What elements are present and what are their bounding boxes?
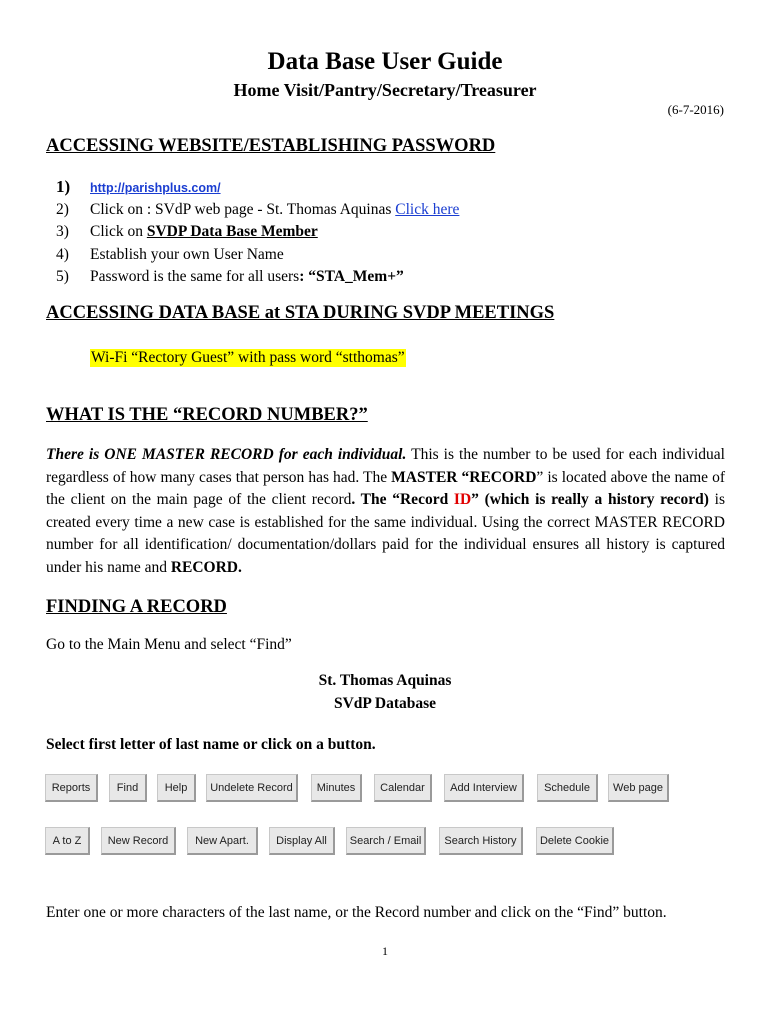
- click-here-link[interactable]: Click here: [395, 200, 460, 218]
- section-heading-record-number: WHAT IS THE “RECORD NUMBER?”: [46, 405, 368, 425]
- document-title: Data Base User Guide: [267, 48, 503, 75]
- para-text: ” is located above the name of the client on the main page of the client record: [46, 468, 725, 509]
- section-heading-accessing-database: ACCESSING DATA BASE at STA DURING SVDP MEETINGS: [46, 303, 555, 323]
- step-text: Establish your own User Name: [90, 245, 284, 263]
- section-heading-finding-record: FINDING A RECORD: [46, 597, 227, 617]
- db-name-line-2: SVdP Database: [333, 695, 437, 712]
- section-heading-accessing-website: ACCESSING WEBSITE/ESTABLISHING PASSWORD: [46, 136, 496, 156]
- db-name-line-1: St. Thomas Aquinas: [318, 672, 452, 689]
- find-instruction: Go to the Main Menu and select “Find”: [46, 636, 292, 653]
- step-number: 4): [56, 245, 69, 263]
- find-button[interactable]: Find: [109, 774, 147, 802]
- calendar-button[interactable]: Calendar: [374, 774, 432, 802]
- step-text: Click on : SVdP web page - St. Thomas Aquinas: [90, 200, 396, 218]
- parishplus-link[interactable]: http://parishplus.com/: [90, 181, 221, 195]
- step-text: Click on: [90, 223, 147, 240]
- step-5: [56, 266, 459, 289]
- wifi-info: Wi-Fi “Rectory Guest” with pass word “stthomas”: [91, 349, 405, 366]
- step-number: 1): [56, 177, 71, 196]
- record-bold: RECORD.: [170, 558, 242, 576]
- step-colon: :: [299, 268, 305, 285]
- para-text: is created every time a new case is established for the same individual. Using the correct MASTER RECORD number for all identification/ documentation/dollars paid for the individual ensures all history is captured under his name and: [46, 491, 726, 576]
- master-record-text: MASTER “RECORD: [391, 468, 537, 486]
- new-record-button[interactable]: New Record: [101, 827, 176, 855]
- step-text: Password is the same for all users: [90, 268, 300, 285]
- password-text: “STA_Mem+”: [304, 268, 404, 285]
- schedule-button[interactable]: Schedule: [537, 774, 598, 802]
- step-1: [56, 176, 459, 199]
- para-text: This is the number to be used for each individual regardless of how many cases that person has had. The: [46, 446, 725, 486]
- display-all-button[interactable]: Display All: [269, 827, 335, 855]
- help-button[interactable]: Help: [157, 774, 196, 802]
- document-subtitle: Home Visit/Pantry/Secretary/Treasurer: [233, 80, 537, 100]
- delete-cookie-button[interactable]: Delete Cookie: [536, 827, 614, 855]
- para-dot: .: [351, 491, 356, 509]
- step-3: [56, 221, 459, 244]
- select-prompt: Select first letter of last name or click on a button.: [46, 736, 376, 753]
- a-to-z-button[interactable]: A to Z: [45, 827, 90, 855]
- minutes-button[interactable]: Minutes: [311, 774, 362, 802]
- document-date: (6-7-2016): [667, 102, 724, 117]
- step-4: [56, 244, 459, 267]
- search-email-button[interactable]: Search / Email: [346, 827, 426, 855]
- step-number: 2): [56, 200, 69, 218]
- intro-bold-italic: There is ONE MASTER RECORD for each individual.: [46, 446, 407, 463]
- page-number: 1: [382, 944, 388, 958]
- undelete-record-button[interactable]: Undelete Record: [206, 774, 298, 802]
- web-page-button[interactable]: Web page: [608, 774, 669, 802]
- record-id-red: ID: [453, 491, 472, 509]
- step-number: 3): [56, 223, 69, 240]
- enter-characters-instruction: Enter one or more characters of the last name, or the Record number and click on the “Find” button.: [46, 904, 667, 921]
- record-id-pre: The “Record: [355, 491, 454, 509]
- steps-list: [56, 176, 459, 289]
- add-interview-button[interactable]: Add Interview: [444, 774, 524, 802]
- step-number: 5): [56, 268, 69, 285]
- new-apart-button[interactable]: New Apart.: [187, 827, 258, 855]
- step-2: [56, 199, 459, 222]
- svdp-member-text: SVDP Data Base Member: [146, 223, 318, 240]
- record-id-post: ” (which is really a history record): [471, 491, 709, 509]
- search-history-button[interactable]: Search History: [439, 827, 523, 855]
- record-number-paragraph: [46, 444, 725, 580]
- reports-button[interactable]: Reports: [45, 774, 98, 802]
